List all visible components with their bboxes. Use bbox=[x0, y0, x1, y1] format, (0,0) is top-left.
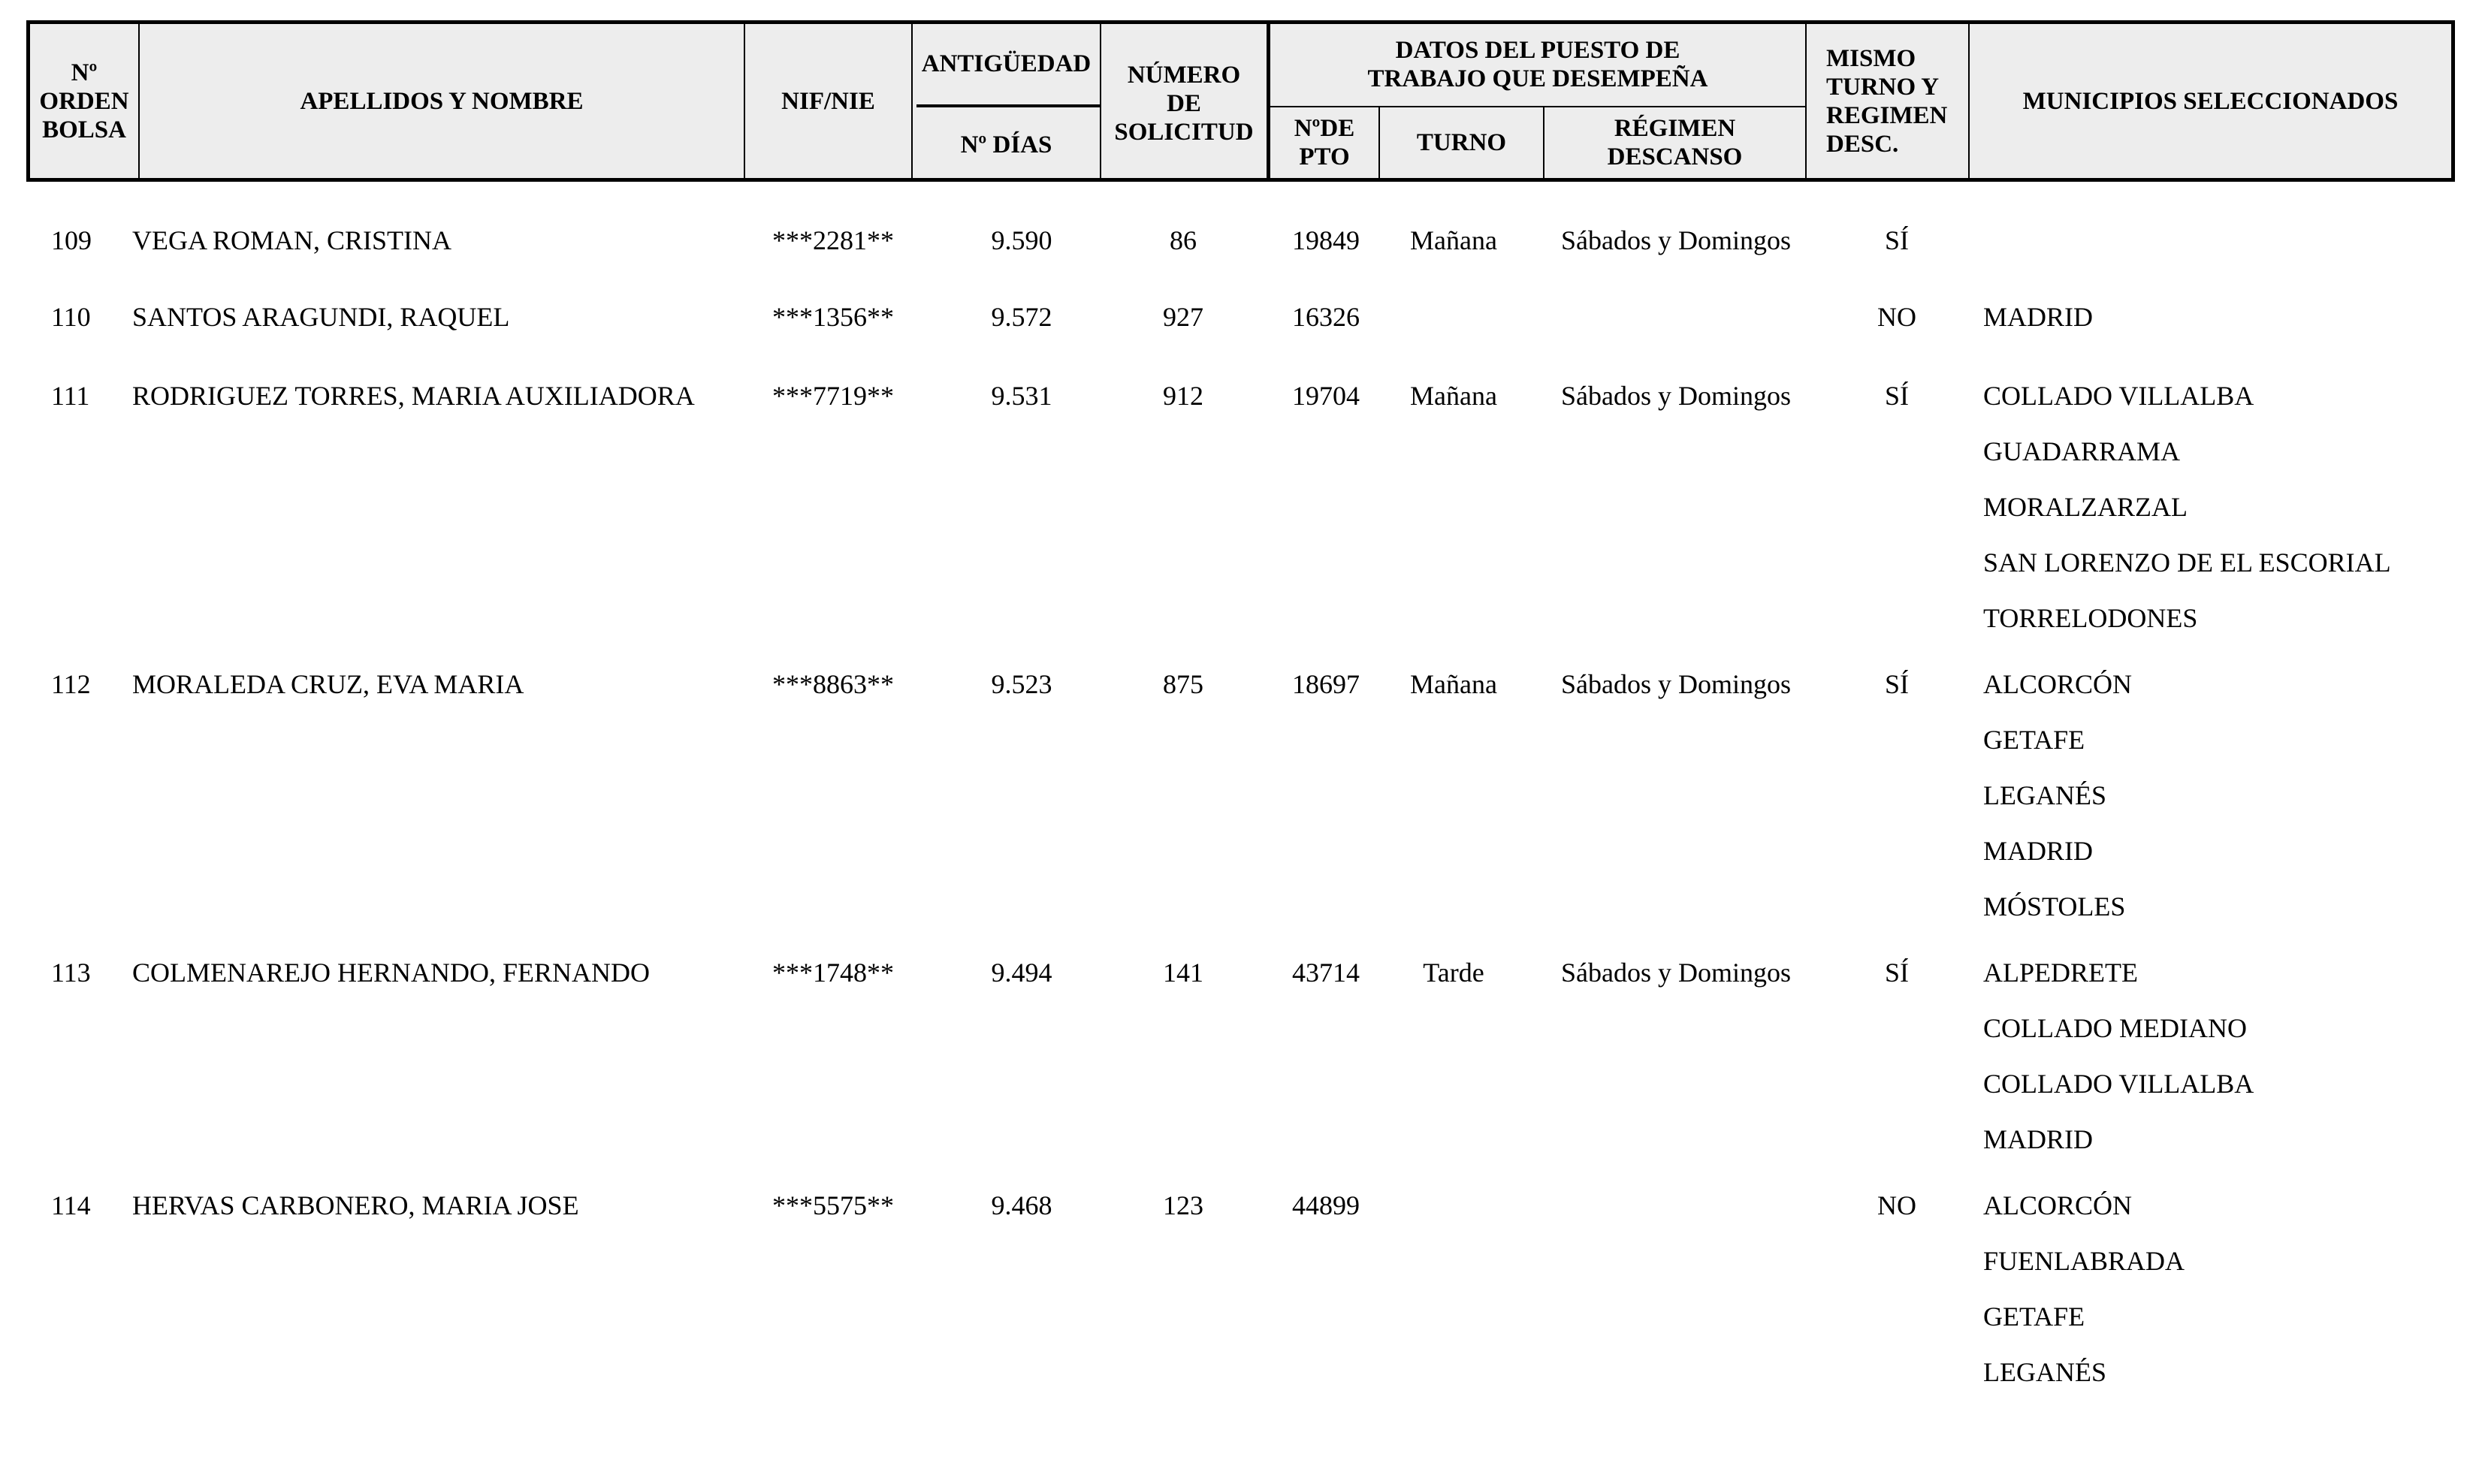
cell-dias: 9.531 bbox=[991, 381, 1052, 411]
cell-orden: 111 bbox=[51, 381, 90, 411]
municipio-item: GETAFE bbox=[1983, 1302, 2085, 1332]
header-orden-line: BOLSA bbox=[42, 116, 126, 143]
header-municipios: MUNICIPIOS SELECCIONADOS bbox=[2022, 87, 2399, 115]
header-num-pto bbox=[1270, 107, 1378, 178]
cell-turno: Mañana bbox=[1410, 381, 1497, 411]
header-datos-line: DATOS DEL PUESTO DE bbox=[1395, 37, 1680, 64]
cell-mismo: SÍ bbox=[1884, 669, 1909, 699]
cell-pto: 19849 bbox=[1292, 225, 1360, 255]
cell-dias: 9.523 bbox=[991, 669, 1052, 699]
header-numero-line: DE bbox=[1167, 89, 1201, 117]
header-apellidos-nombre: APELLIDOS Y NOMBRE bbox=[300, 87, 584, 115]
municipios-list bbox=[1983, 368, 2391, 646]
cell-nombre: SANTOS ARAGUNDI, RAQUEL bbox=[132, 302, 510, 332]
header-pto-line: PTO bbox=[1299, 143, 1350, 170]
header-num-dias: Nº DÍAS bbox=[960, 131, 1052, 158]
header-mismo-line: REGIMEN bbox=[1826, 101, 1948, 129]
header-regimen-line: DESCANSO bbox=[1607, 143, 1743, 170]
cell-mismo: NO bbox=[1877, 1190, 1916, 1220]
cell-mismo: NO bbox=[1877, 302, 1916, 332]
header-turno: TURNO bbox=[1416, 129, 1507, 156]
header-orden-line: ORDEN bbox=[39, 87, 129, 115]
municipio-item: COLLADO VILLALBA bbox=[1983, 1069, 2254, 1099]
cell-solicitud: 86 bbox=[1170, 225, 1197, 255]
municipio-item: ALPEDRETE bbox=[1983, 958, 2138, 988]
municipios-list bbox=[1983, 656, 2132, 934]
header-pto-line: NºDE bbox=[1294, 115, 1355, 142]
cell-orden: 110 bbox=[51, 302, 91, 332]
cell-nif: ***1748** bbox=[772, 958, 894, 988]
municipios-list bbox=[1983, 289, 2093, 345]
header-numero-line: SOLICITUD bbox=[1114, 118, 1254, 146]
cell-nif: ***5575** bbox=[772, 1190, 894, 1220]
cell-regimen: Sábados y Domingos bbox=[1561, 669, 1791, 699]
header-regimen-descanso bbox=[1544, 107, 1805, 178]
cell-nif: ***1356** bbox=[772, 302, 894, 332]
header-mismo-line: TURNO Y bbox=[1826, 73, 1940, 101]
cell-nombre: COLMENAREJO HERNANDO, FERNANDO bbox=[132, 958, 651, 988]
cell-nombre: VEGA ROMAN, CRISTINA bbox=[132, 225, 452, 255]
municipio-item: SAN LORENZO DE EL ESCORIAL bbox=[1983, 547, 2391, 578]
cell-solicitud: 123 bbox=[1163, 1190, 1203, 1220]
municipio-item: MADRID bbox=[1983, 302, 2094, 332]
municipio-item: LEGANÉS bbox=[1983, 780, 2106, 810]
header-datos-puesto bbox=[1270, 24, 1805, 105]
cell-orden: 114 bbox=[51, 1190, 91, 1220]
municipio-item: TORRELODONES bbox=[1983, 603, 2198, 633]
cell-regimen: Sábados y Domingos bbox=[1561, 225, 1791, 255]
cell-solicitud: 927 bbox=[1163, 302, 1203, 332]
cell-solicitud: 912 bbox=[1163, 381, 1203, 411]
header-mismo-line: DESC. bbox=[1826, 130, 1899, 158]
cell-mismo: SÍ bbox=[1884, 225, 1909, 255]
cell-turno: Tarde bbox=[1423, 958, 1484, 988]
cell-dias: 9.572 bbox=[991, 302, 1052, 332]
cell-mismo: SÍ bbox=[1884, 958, 1909, 988]
municipios-list bbox=[1983, 1178, 2185, 1400]
header-numero-line: NÚMERO bbox=[1127, 61, 1241, 89]
cell-orden: 112 bbox=[51, 669, 91, 699]
municipios-list bbox=[1983, 945, 2254, 1167]
municipio-item: MADRID bbox=[1983, 836, 2094, 866]
municipio-item: MÓSTOLES bbox=[1983, 891, 2126, 921]
cell-dias: 9.494 bbox=[991, 958, 1052, 988]
header-numero-solicitud bbox=[1101, 41, 1267, 165]
municipio-item: GETAFE bbox=[1983, 725, 2085, 755]
municipio-item: MADRID bbox=[1983, 1124, 2094, 1154]
municipio-item: LEGANÉS bbox=[1983, 1357, 2106, 1387]
municipio-item: COLLADO MEDIANO bbox=[1983, 1013, 2247, 1043]
cell-regimen: Sábados y Domingos bbox=[1561, 958, 1791, 988]
cell-turno: Mañana bbox=[1410, 225, 1497, 255]
header-nif-nie: NIF/NIE bbox=[781, 87, 875, 115]
header-mismo-line: MISMO bbox=[1826, 44, 1916, 72]
header-antiguedad: ANTIGÜEDAD bbox=[921, 50, 1092, 77]
cell-nombre: RODRIGUEZ TORRES, MARIA AUXILIADORA bbox=[132, 381, 695, 411]
cell-orden: 113 bbox=[51, 958, 91, 988]
cell-dias: 9.468 bbox=[991, 1190, 1052, 1220]
cell-orden: 109 bbox=[51, 225, 92, 255]
cell-solicitud: 875 bbox=[1163, 669, 1203, 699]
municipio-item: ALCORCÓN bbox=[1983, 1190, 2133, 1220]
cell-nif: ***2281** bbox=[772, 225, 894, 255]
header-mismo-turno bbox=[1807, 24, 1968, 178]
municipio-item: GUADARRAMA bbox=[1983, 436, 2181, 466]
cell-pto: 18697 bbox=[1292, 669, 1360, 699]
cell-nombre: HERVAS CARBONERO, MARIA JOSE bbox=[132, 1190, 579, 1220]
header-orden-line: Nº bbox=[71, 59, 98, 86]
header-datos-line: TRABAJO QUE DESEMPEÑA bbox=[1367, 65, 1708, 92]
cell-turno: Mañana bbox=[1410, 669, 1497, 699]
municipio-item: MORALZARZAL bbox=[1983, 492, 2188, 522]
header-regimen-line: RÉGIMEN bbox=[1614, 115, 1736, 142]
cell-solicitud: 141 bbox=[1163, 958, 1203, 988]
cell-mismo: SÍ bbox=[1884, 381, 1909, 411]
municipio-item: FUENLABRADA bbox=[1983, 1246, 2185, 1276]
cell-pto: 43714 bbox=[1292, 958, 1360, 988]
cell-regimen: Sábados y Domingos bbox=[1561, 381, 1791, 411]
header-subdivider bbox=[916, 104, 1100, 107]
cell-nif: ***7719** bbox=[772, 381, 894, 411]
cell-nombre: MORALEDA CRUZ, EVA MARIA bbox=[132, 669, 524, 699]
cell-pto: 44899 bbox=[1292, 1190, 1360, 1220]
municipio-item: COLLADO VILLALBA bbox=[1983, 381, 2254, 411]
cell-pto: 19704 bbox=[1292, 381, 1360, 411]
cell-pto: 16326 bbox=[1292, 302, 1360, 332]
header-orden-bolsa bbox=[30, 24, 138, 178]
cell-nif: ***8863** bbox=[772, 669, 894, 699]
cell-dias: 9.590 bbox=[991, 225, 1052, 255]
municipio-item: ALCORCÓN bbox=[1983, 669, 2133, 699]
